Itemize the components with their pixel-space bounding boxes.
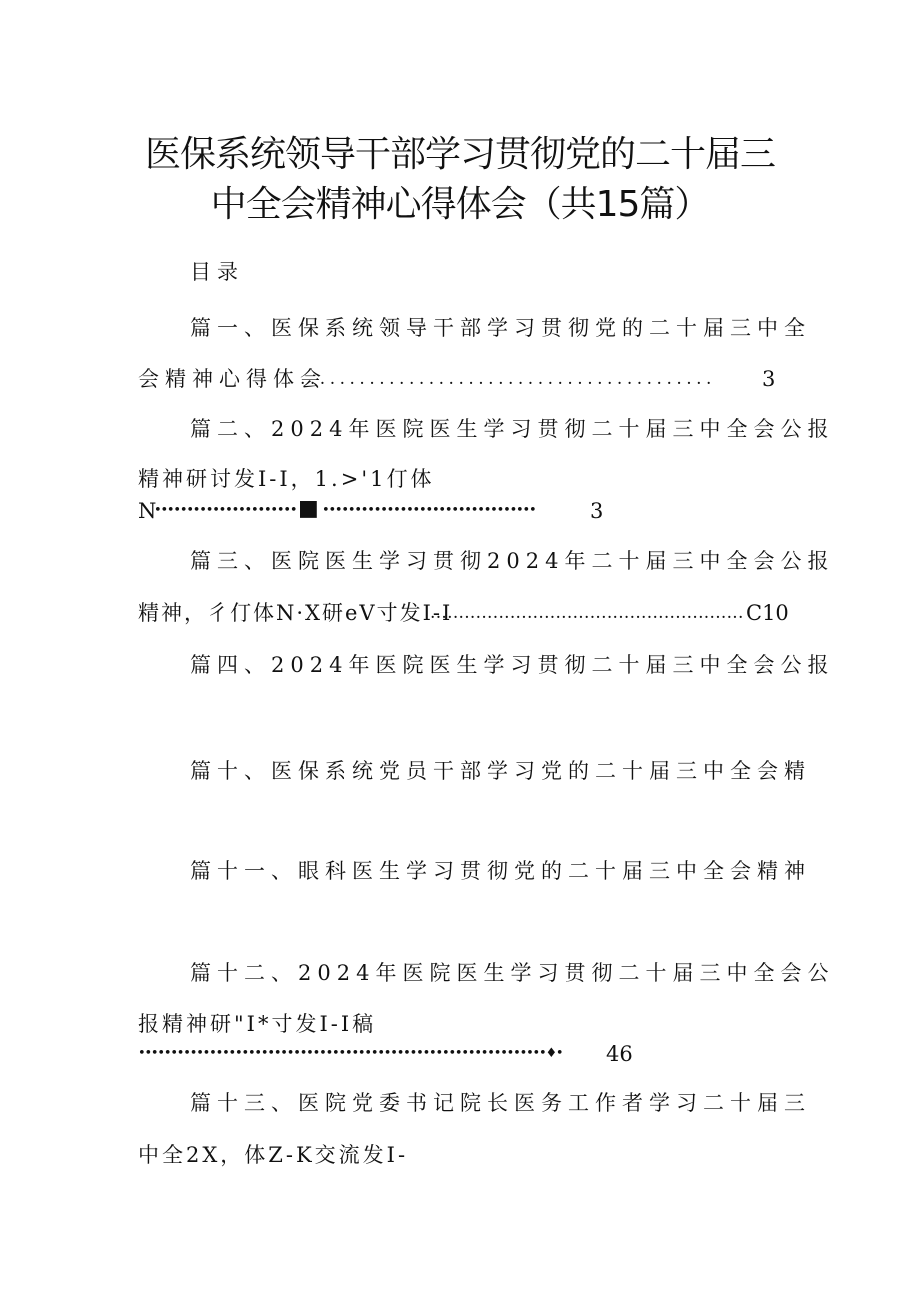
toc-entry-2-line-3[interactable]: N xyxy=(138,499,157,523)
toc-entry-13-line-2[interactable]: 中全2X，体Z-K交流发I- xyxy=(138,1143,409,1167)
toc-entry-12-page-number: 46 xyxy=(606,1042,633,1066)
toc-entry-3-leader: ....................................................... xyxy=(430,603,744,623)
toc-entry-12-line-1[interactable]: 篇十二、2024年医院医生学习贯彻二十届三中全会公 xyxy=(190,961,835,985)
document-title-line-2: 中全会精神心得体会（共15篇） xyxy=(210,184,710,225)
toc-entry-11-line-1[interactable]: 篇十一、眼科医生学习贯彻党的二十届三中全会精神 xyxy=(190,859,811,883)
toc-entry-2-leader-a: •••••••••••••••••••••• xyxy=(154,503,297,518)
document-title-line-1: 医保系统领导干部学习贯彻党的二十届三 xyxy=(144,134,775,175)
toc-entry-1-line-1[interactable]: 篇一、医保系统领导干部学习贯彻党的二十届三中全 xyxy=(190,316,811,340)
toc-entry-12-leader: •••••••••••••••••••••••••••••••••••••••••••••••••••••••••••••••♦• xyxy=(138,1046,563,1061)
toc-entry-2-line-1[interactable]: 篇二、2024年医院医生学习贯彻二十届三中全会公报 xyxy=(190,417,835,441)
toc-entry-4-line-1[interactable]: 篇四、2024年医院医生学习贯彻二十届三中全会公报 xyxy=(190,653,835,677)
toc-heading: 目录 xyxy=(190,260,244,284)
toc-entry-12-line-2[interactable]: 报精神研"I*寸发I-I稿 xyxy=(138,1012,377,1036)
toc-entry-3-line-2[interactable]: 精神，彳仃体N·X研eV寸发I-I xyxy=(138,601,453,625)
toc-entry-13-line-1[interactable]: 篇十三、医院党委书记院长医务工作者学习二十届三 xyxy=(190,1091,811,1115)
toc-entry-1-page-number: 3 xyxy=(762,367,776,391)
toc-entry-2-page-number: 3 xyxy=(590,499,604,523)
toc-entry-3-line-1[interactable]: 篇三、医院医生学习贯彻2024年二十届三中全会公报 xyxy=(190,549,835,573)
toc-entry-3-page-number: C10 xyxy=(746,601,789,625)
toc-entry-2-marker-icon: ■ xyxy=(298,496,319,521)
toc-entry-10-line-1[interactable]: 篇十、医保系统党员干部学习党的二十届三中全会精 xyxy=(190,759,811,783)
toc-entry-2-line-2[interactable]: 精神研讨发I-I，1.>'1仃体 xyxy=(138,467,435,491)
toc-entry-1-line-2[interactable]: 会精神心得体会 xyxy=(138,367,327,391)
toc-entry-2-leader-b: ••••••••••••••••••••••••••••••••• xyxy=(322,503,536,518)
toc-entry-1-leader: .......................................... xyxy=(300,369,716,389)
